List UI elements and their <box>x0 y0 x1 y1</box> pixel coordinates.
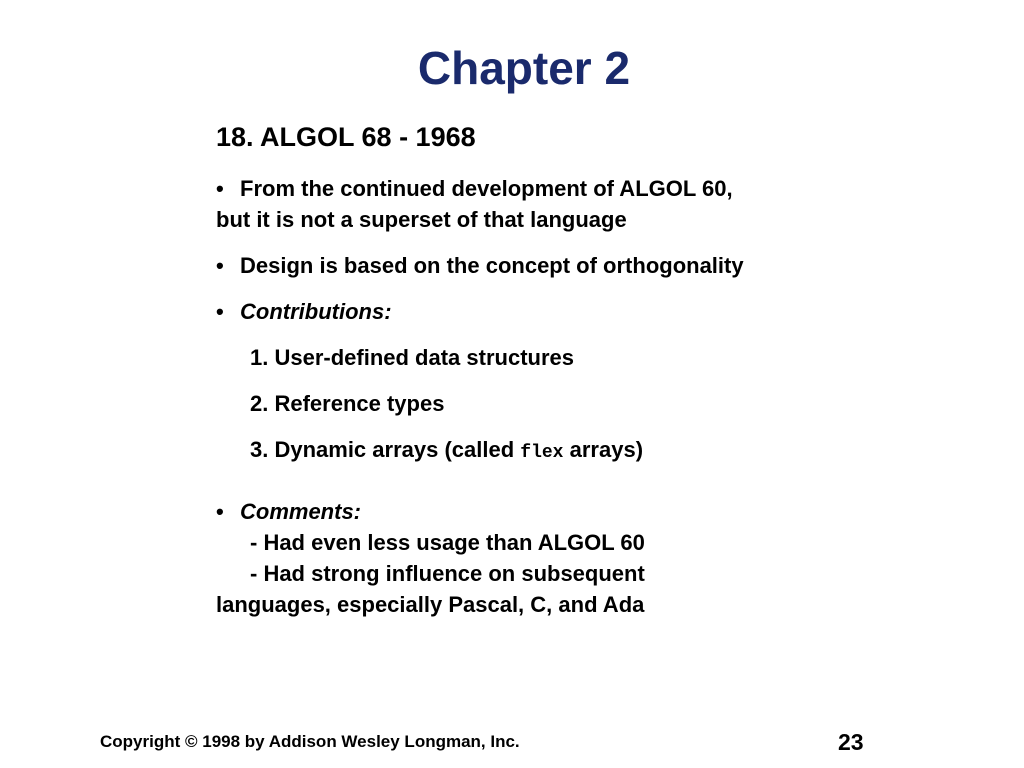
bullet-4 <box>216 498 361 526</box>
comment-1: - Had even less usage than ALGOL 60 <box>250 530 645 555</box>
comment-2-line-1: - Had strong influence on subsequent <box>250 561 645 586</box>
slide-title: Chapter 2 <box>417 42 631 94</box>
contribution-item-1: 1. User-defined data structures <box>250 345 574 370</box>
section-heading: 18. ALGOL 68 - 1968 <box>216 122 476 152</box>
comments-label: Comments: <box>240 499 362 524</box>
bullet-2-text: Design is based on the concept of orthogonality <box>240 253 744 278</box>
bullet-3 <box>216 298 392 326</box>
bullet-icon: • <box>216 176 224 201</box>
contributions-label: Contributions: <box>240 299 392 324</box>
bullet-1-line-1 <box>216 175 733 203</box>
comment-2-line-2: languages, especially Pascal, C, and Ada <box>216 592 645 617</box>
bullet-icon: • <box>216 253 224 278</box>
contribution-3-suffix: arrays) <box>569 437 644 462</box>
copyright-notice: Copyright © 1998 by Addison Wesley Longman, Inc. <box>100 732 520 751</box>
bullet-2 <box>216 252 744 280</box>
bullet-1-line-2: but it is not a superset of that language <box>216 207 627 232</box>
bullet-1-text: From the continued development of ALGOL 60, <box>240 176 733 201</box>
bullet-icon: • <box>216 499 224 524</box>
page-number: 23 <box>838 729 864 755</box>
contribution-item-3 <box>250 436 643 467</box>
bullet-icon: • <box>216 299 224 324</box>
flex-code: flex <box>520 443 564 463</box>
contribution-item-2: 2. Reference types <box>250 391 445 416</box>
contribution-3-prefix: 3. Dynamic arrays (called <box>250 437 515 462</box>
